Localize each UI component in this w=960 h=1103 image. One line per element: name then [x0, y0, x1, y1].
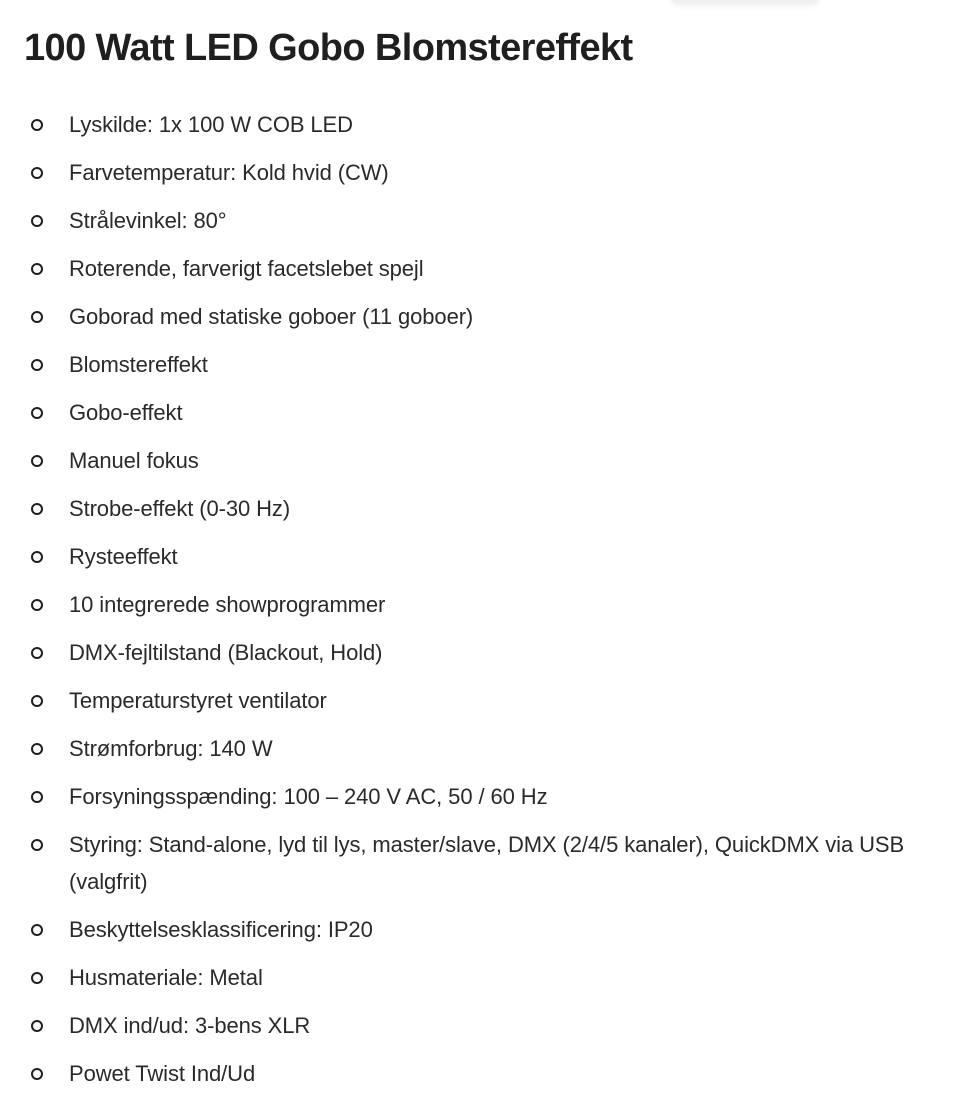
feature-list-item [0, 959, 960, 996]
feature-text: Forsyningsspænding: 100 – 240 V AC, 50 / 60 Hz [69, 784, 548, 809]
feature-text: Temperaturstyret ventilator [69, 688, 327, 713]
feature-list-item [0, 1007, 960, 1044]
circle-bullet-icon [31, 263, 43, 275]
feature-text: Blomstereffekt [69, 352, 208, 377]
feature-list-item [0, 911, 960, 948]
circle-bullet-icon [31, 1068, 43, 1080]
feature-list-item [0, 250, 960, 287]
circle-bullet-icon [31, 839, 43, 851]
page-title: 100 Watt LED Gobo Blomstereffekt [24, 27, 633, 69]
feature-text: Gobo-effekt [69, 400, 183, 425]
circle-bullet-icon [31, 743, 43, 755]
feature-text: Lyskilde: 1x 100 W COB LED [69, 112, 353, 137]
circle-bullet-icon [31, 551, 43, 563]
feature-text: Roterende, farverigt facetslebet spejl [69, 256, 424, 281]
feature-list-item [0, 634, 960, 671]
circle-bullet-icon [31, 503, 43, 515]
feature-text: DMX-fejltilstand (Blackout, Hold) [69, 640, 383, 665]
circle-bullet-icon [31, 695, 43, 707]
feature-list-item [0, 490, 960, 527]
circle-bullet-icon [31, 647, 43, 659]
feature-text: Styring: Stand-alone, lyd til lys, master/slave, DMX (2/4/5 kanaler), QuickDMX via USB (valgfrit) [69, 832, 905, 894]
feature-list-item [0, 682, 960, 719]
circle-bullet-icon [31, 455, 43, 467]
feature-list-item [0, 538, 960, 575]
feature-list [0, 106, 960, 1103]
feature-text: Rysteeffekt [69, 544, 178, 569]
feature-list-item [0, 778, 960, 815]
feature-text: Strålevinkel: 80° [69, 208, 227, 233]
circle-bullet-icon [31, 972, 43, 984]
top-decorative-shadow [670, 0, 820, 4]
feature-text: Strømforbrug: 140 W [69, 736, 273, 761]
feature-list-item [0, 586, 960, 623]
feature-text: DMX ind/ud: 3-bens XLR [69, 1013, 311, 1038]
feature-list-item [0, 106, 960, 143]
circle-bullet-icon [31, 791, 43, 803]
feature-list-item [0, 442, 960, 479]
feature-list-item [0, 346, 960, 383]
circle-bullet-icon [31, 119, 43, 131]
circle-bullet-icon [31, 1020, 43, 1032]
feature-list-item [0, 202, 960, 239]
feature-text: 10 integrerede showprogrammer [69, 592, 386, 617]
circle-bullet-icon [31, 924, 43, 936]
circle-bullet-icon [31, 311, 43, 323]
feature-text: Strobe-effekt (0-30 Hz) [69, 496, 291, 521]
feature-list-item [0, 826, 960, 900]
circle-bullet-icon [31, 215, 43, 227]
circle-bullet-icon [31, 599, 43, 611]
feature-list-item [0, 298, 960, 335]
feature-text: Husmateriale: Metal [69, 965, 263, 990]
feature-list-item [0, 730, 960, 767]
feature-text: Beskyttelsesklassificering: IP20 [69, 917, 373, 942]
circle-bullet-icon [31, 407, 43, 419]
feature-text: Farvetemperatur: Kold hvid (CW) [69, 160, 389, 185]
feature-text: Goborad med statiske goboer (11 goboer) [69, 304, 474, 329]
feature-text: Powet Twist Ind/Ud [69, 1061, 256, 1086]
feature-list-item [0, 394, 960, 431]
circle-bullet-icon [31, 167, 43, 179]
circle-bullet-icon [31, 359, 43, 371]
feature-list-item [0, 154, 960, 191]
feature-list-item [0, 1055, 960, 1092]
feature-text: Manuel fokus [69, 448, 199, 473]
